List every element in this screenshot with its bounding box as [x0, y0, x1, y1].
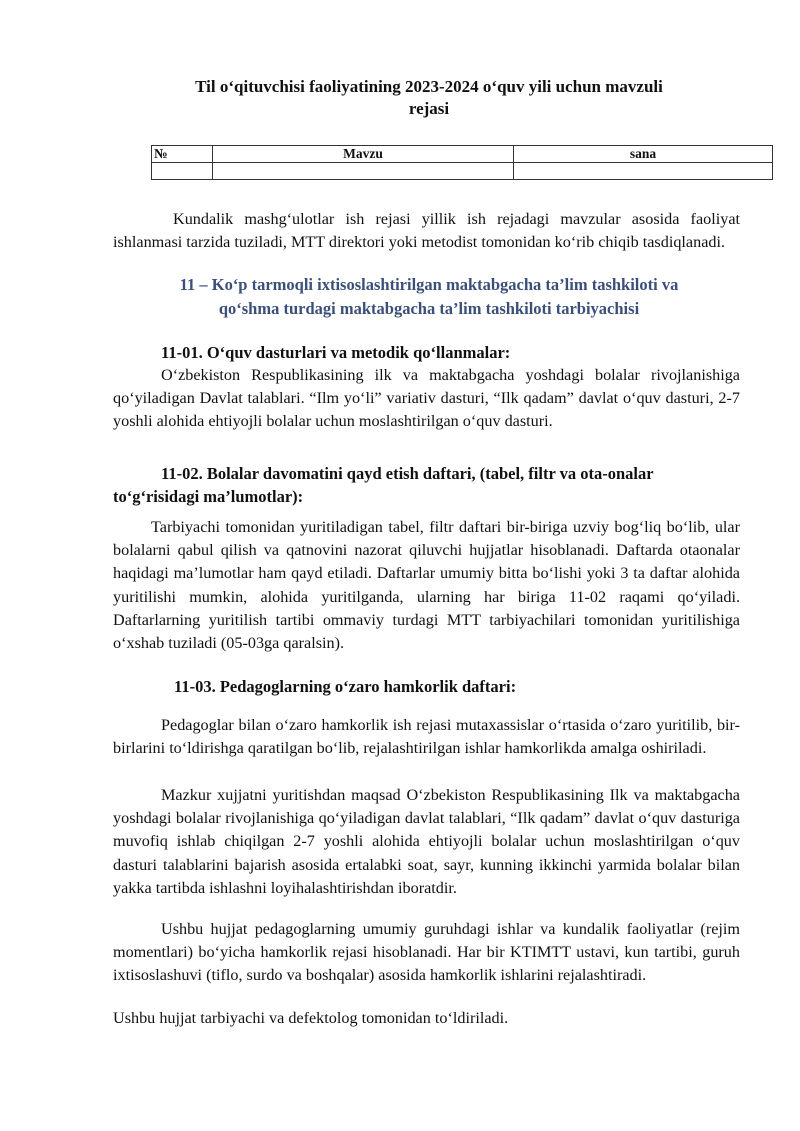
- table-cell-date: [514, 163, 773, 180]
- section-subtitle-line-2: qo‘shma turdagi maktabgacha ta’lim tashkiloti tarbiyachisi: [218, 299, 640, 318]
- plan-table-header-row: [152, 146, 773, 163]
- section-subtitle-line-1: 11 – Ko‘p tarmoqli ixtisoslashtirilgan maktabgacha ta’lim tashkiloti va: [179, 275, 679, 294]
- section-subtitle: [100, 273, 758, 321]
- document-title: [100, 76, 758, 120]
- section-02-heading-line-2: to‘g‘risidagi ma’lumotlar):: [113, 487, 304, 506]
- section-03-paragraph-2: Mazkur xujjatni yuritishdan maqsad O‘zbekiston Respublikasining Ilk va maktabgacha yoshdagi bolalar rivojlanishiga qo‘yiladigan davlat talablari, “Ilk qadam” davlat o‘quv dasturiga muvofiq ishlab chiqilgan 2-7 yoshli alohida ehtiyojli bolalar uchun moslashtirilgan o‘quv dasturi talablarini bajarish asosida ertalabki soat, sayr, kunning ikkinchi yarmida bolalar bilan yakka tartibda ishlashni loyihalashtirishdan iboratdir.: [113, 786, 740, 897]
- plan-table: [151, 145, 773, 180]
- section-03-paragraph-1: Pedagoglar bilan o‘zaro hamkorlik ish rejasi mutaxassislar o‘rtasida o‘zaro yuritilib, bir-birlarini to‘ldirishga qaratilgan bo‘lib, rejalashtirilgan ishlar hamkorlikda amalga oshiriladi.: [113, 716, 740, 758]
- section-03-heading: 11-03. Pedagoglarning o‘zaro hamkorlik daftari:: [174, 677, 517, 696]
- section-02-paragraph: Tarbiyachi tomonidan yuritiladigan tabel, filtr daftari bir-biriga uzviy bog‘liq bo‘lib, ular bolalarni qabul qilish va qatnovini nazorat qiluvchi hujjatlar hisoblanadi. Daftarda otaonalar haqidagi ma’lumotlar ham qayd etiladi. Daftarlar umumiy bitta bo‘lishi yoki 3 ta daftar alohida yuritilishi mumkin, alohida yuritilganda, ularning har biriga 11-02 raqami qo‘yiladi. Daftarlarning yuritilish tartibi ommaviy turdagi MTT tarbiyachilari tomonidan yuritilishiga o‘xshab tuziladi (05-03ga qaralsin).: [113, 518, 740, 653]
- section-03-paragraph-3: Ushbu hujjat pedagoglarning umumiy guruhdagi ishlar va kundalik faoliyatlar (rejim momentlari) bo‘yicha hamkorlik rejasi hisoblanadi. Har bir KTIMTT ustavi, kun tartibi, guruh ixtisoslashuvi (tiflo, surdo va boshqalar) asosida hamkorlik ishlarini rejalashtiradi.: [113, 920, 740, 985]
- table-header-topic: Mavzu: [213, 146, 514, 163]
- document-title-line-2: rejasi: [408, 99, 450, 118]
- plan-table-empty-row: [152, 163, 773, 180]
- table-header-date: sana: [514, 146, 773, 163]
- document-title-line-1: Til o‘qituvchisi faoliyatining 2023-2024 o‘quv yili uchun mavzuli: [195, 77, 663, 96]
- section-01-heading: 11-01. O‘quv dasturlari va metodik qo‘llanmalar:: [161, 343, 511, 362]
- table-header-number: №: [152, 146, 213, 163]
- table-cell-topic: [213, 163, 514, 180]
- section-03-paragraph-4: Ushbu hujjat tarbiyachi va defektolog tomonidan to‘ldiriladi.: [113, 1009, 509, 1027]
- section-01-paragraph: O‘zbekiston Respublikasining ilk va maktabgacha yoshdagi bolalar rivojlanishiga qo‘yiladigan Davlat talablari. “Ilm yo‘li” variativ dasturi, “Ilk qadam” davlat o‘quv dasturi, 2-7 yoshli alohida ehtiyojli bolalar uchun moslashtirilgan o‘quv dasturi.: [113, 366, 740, 431]
- table-cell-number: [152, 163, 213, 180]
- section-02-heading-line-1: 11-02. Bolalar davomatini qayd etish daftari, (tabel, filtr va ota-onalar: [161, 464, 654, 483]
- intro-paragraph: Kundalik mashg‘ulotlar ish rejasi yillik ish rejadagi mavzular asosida faoliyat ishlanmasi tarzida tuziladi, MTT direktori yoki metodist tomonidan ko‘rib chiqib tasdiqlanadi.: [113, 210, 740, 252]
